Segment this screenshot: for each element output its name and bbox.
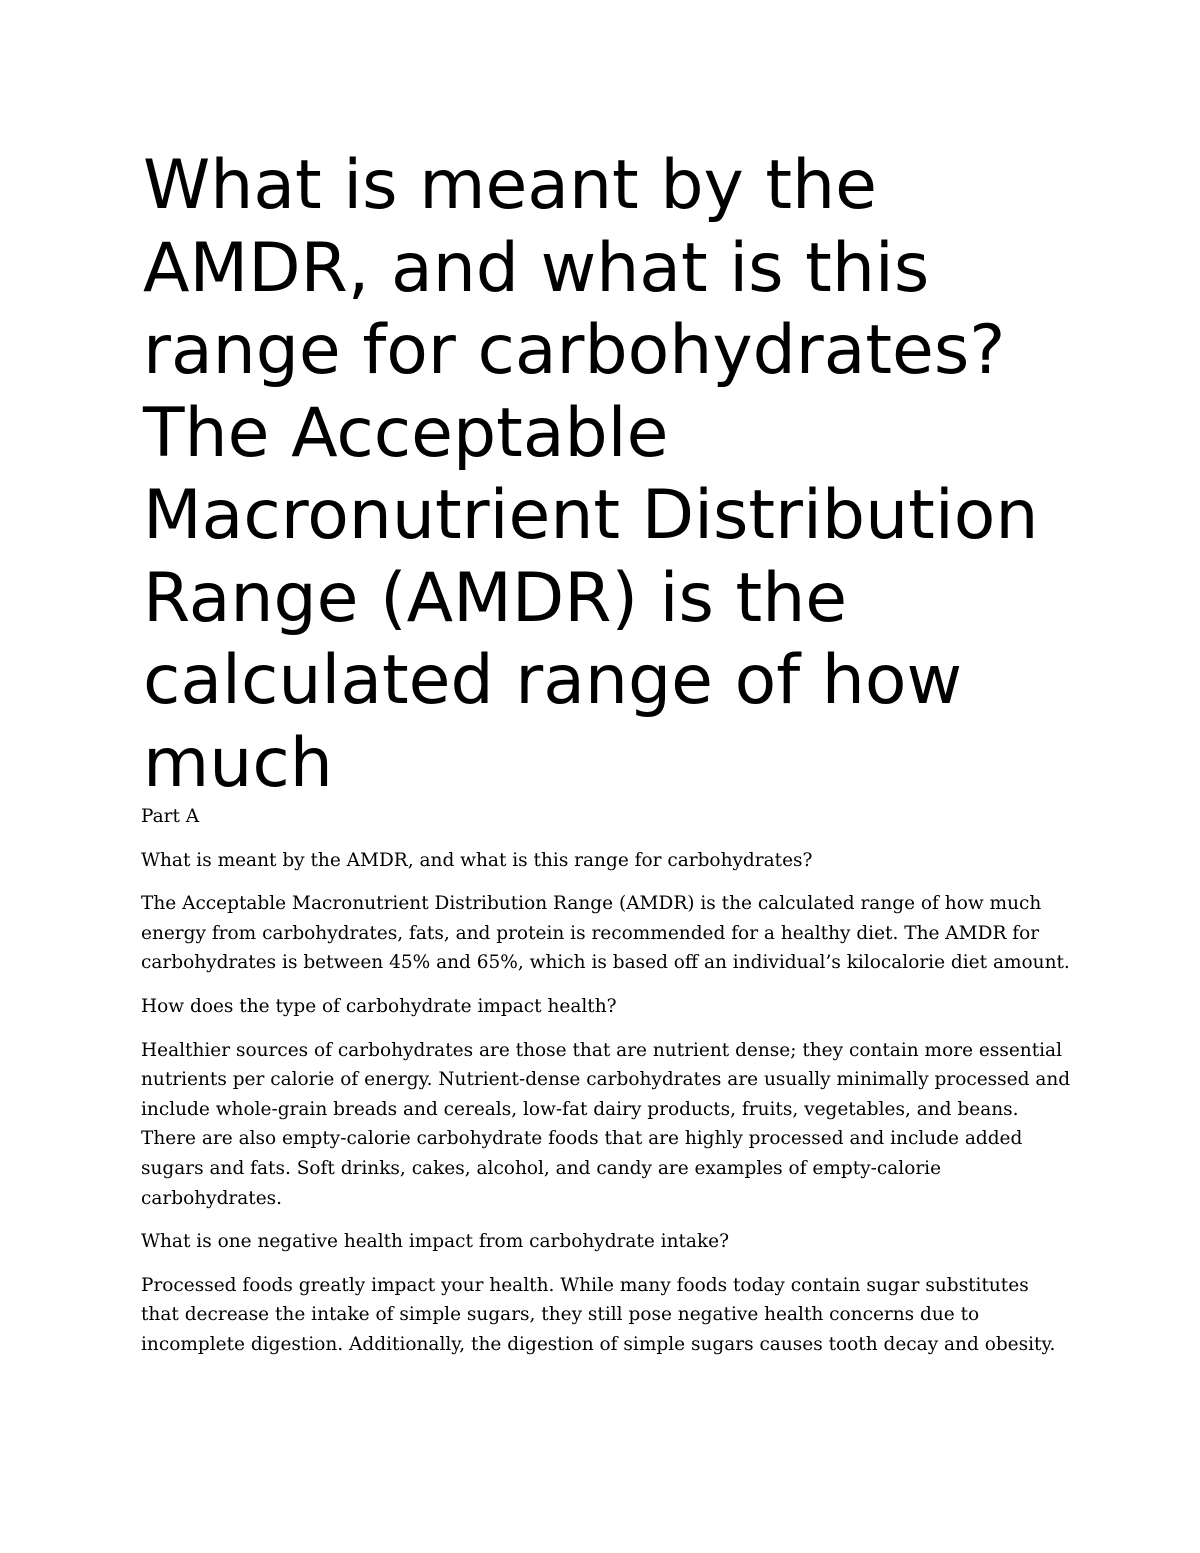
answer-1: The Acceptable Macronutrient Distribution Range (AMDR) is the calculated range of how much energy from carbohydrates, fats, and protein is recommended for a healthy diet. The AMDR for carbohydrates is between 45% and 65%, which is based off an individual’s kilocalorie diet amount. <box>141 893 1070 974</box>
part-label: Part A <box>141 806 200 827</box>
document-title: What is meant by the AMDR, and what is this range for carbohydrates? The Acceptable Macronutrient Distribution Range (AMDR) is the calculated range of how much <box>143 146 1039 803</box>
question-2: How does the type of carbohydrate impact health? <box>141 995 617 1017</box>
answer-2: Healthier sources of carbohydrates are those that are nutrient dense; they contain more essential nutrients per calorie of energy. Nutrient-dense carbohydrates are usually minimally processed and include whole-grain breads and cereals, low-fat dairy products, fruits, vegetables, and beans. There are also empty-calorie carbohydrate foods that are highly processed and include added sugars and fats. Soft drinks, cakes, alcohol, and candy are examples of empty-calorie carbohydrates. <box>141 1039 1071 1209</box>
question-3: What is one negative health impact from carbohydrate intake? <box>141 1231 730 1253</box>
answer-3: Processed foods greatly impact your health. While many foods today contain sugar substitutes that decrease the intake of simple sugars, they still pose negative health concerns due to incomplete digestion. Additionally, the digestion of simple sugars causes tooth decay and obesity. <box>141 1274 1056 1355</box>
question-1: What is meant by the AMDR, and what is this range for carbohydrates? <box>141 849 813 871</box>
document-body <box>141 802 1071 1374</box>
